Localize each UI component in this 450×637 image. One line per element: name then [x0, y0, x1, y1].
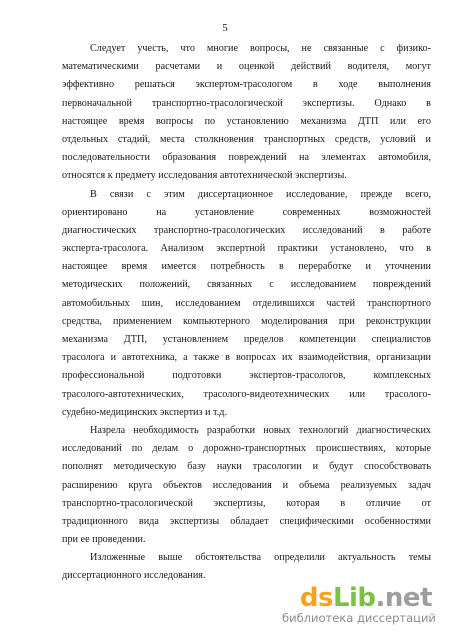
text-line: судебно-медицинских экспертиз и т.д.	[62, 406, 228, 418]
dslib-logo	[282, 585, 432, 611]
text-line: отдельных стадий, места столкновения транспортных средств, условий и	[62, 133, 431, 145]
text-line: расширению круга объектов исследования и объема реализуемых задач	[62, 479, 431, 491]
text-line: механизма ДТП, установлением пределов компетенции специалистов	[62, 334, 431, 345]
text-line: транспортно-трасологической экспертизы, которая в отличие от	[62, 497, 431, 509]
paragraph-3	[62, 422, 431, 549]
text-line: методических положений, связанных с исследованием повреждений	[62, 279, 431, 291]
logo-part-lib: Lib	[332, 583, 376, 613]
text-line: эффективно решаться экспертом-трасологом в ходе выполнения	[62, 79, 431, 91]
document-body	[62, 40, 431, 586]
text-line: Изложенные выше обстоятельства определили актуальность темы	[90, 552, 431, 564]
text-line: ориентировано на установление современных возможностей	[62, 206, 431, 218]
text-line: настоящее время вопросы по установлению механизма ДТП или его	[62, 115, 431, 127]
text-line: эксперта-трасолога. Анализом экспертной практики установлено, что в	[62, 243, 431, 255]
text-line: пополнят методическую базу науки трасологии и будут способствовать	[62, 461, 431, 473]
text-line: последовательности образования повреждений на элементах автомобиля,	[62, 152, 431, 164]
text-line: средства, применением компьютерного моделирования при реконструкции	[62, 315, 431, 327]
dslib-watermark	[282, 583, 436, 625]
paragraph-2	[62, 186, 431, 422]
text-line: трасолого-автотехнических, трасолого-видеотехнических или трасолого-	[62, 388, 431, 400]
page-number: 5	[222, 22, 228, 34]
paragraph-1	[62, 40, 431, 186]
logo-part-ds: ds	[299, 583, 333, 613]
text-line: исследований по делам о дорожно-транспортных происшествиях, которые	[62, 443, 431, 455]
watermark-tagline: библиотека диссертаций	[282, 611, 436, 625]
text-line: Назрела необходимость разработки новых технологий диагностических	[90, 424, 431, 436]
text-line: Следует учесть, что многие вопросы, не связанные с физико-	[90, 43, 431, 54]
text-line: традиционного вида экспертизы обладает специфическими особенностями	[62, 515, 431, 527]
text-line: относятся к предмету исследования автотехнической экспертизы.	[62, 170, 347, 182]
paragraph-4	[62, 549, 431, 585]
text-line: В связи с этим диссертационное исследование, прежде всего,	[90, 188, 431, 200]
text-line: автомобильных шин, исследованием отделившихся частей транспортного	[62, 297, 431, 309]
text-line: диагностических транспортно-трасологических исследований в работе	[62, 224, 431, 236]
logo-part-net: .net	[375, 583, 432, 613]
text-line: диссертационного исследования.	[62, 570, 206, 582]
text-line: профессиональной подготовки экспертов-трасологов, комплексных	[62, 370, 431, 382]
text-line: математическими расчетами и оценкой действий водителя, могут	[62, 61, 431, 73]
text-line: трасолога и автотехника, а также в вопросах их взаимодействия, организации	[62, 352, 431, 364]
text-line: первоначальной транспортно-трасологической экспертизы. Однако в	[62, 97, 431, 109]
text-line: при ее проведении.	[62, 534, 146, 546]
text-line: настоящее время имеется потребность в переработке и уточнении	[62, 261, 431, 273]
